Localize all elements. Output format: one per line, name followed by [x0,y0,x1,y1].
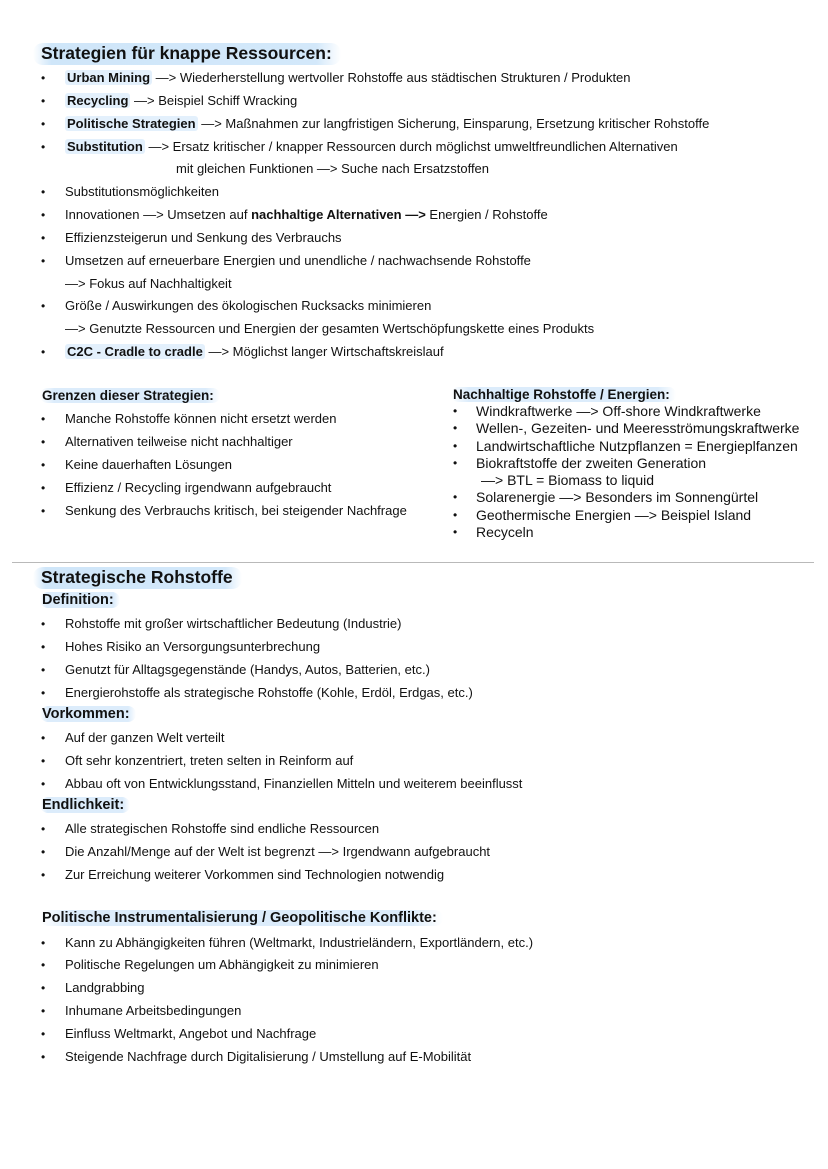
list-item [65,139,678,154]
list-item: Rohstoffe mit großer wirtschaftlicher Bedeutung (Industrie) [65,616,402,631]
list-item: Solarenergie —> Besonders im Sonnengürtel [476,489,759,505]
list-item-text: —> Möglichst langer Wirtschaftskreislauf [204,344,444,359]
list-item: Alternativen teilweise nicht nachhaltiger [65,434,293,449]
list-item: Kann zu Abhängigkeiten führen (Weltmarkt, Industrieländern, Exportländern, etc.) [65,935,534,950]
bullet: • [41,458,46,472]
bullet: • [41,140,46,154]
list-item-continuation: —> BTL = Biomass to liquid [481,472,655,488]
bullet: • [41,822,46,836]
list-item: Effizienzsteigerun und Senkung des Verbrauchs [65,230,342,245]
bullet: • [41,777,46,791]
bullet: • [41,663,46,677]
list-item [65,70,631,85]
bullet: • [453,525,458,539]
bullet: • [41,481,46,495]
bullet: • [41,981,46,995]
bullet: • [41,231,46,245]
list-item-text: —> Maßnahmen zur langfristigen Sicherung, Einsparung, Ersetzung kritischer Rohstoffe [197,116,710,131]
list-item-bold: Recycling [67,93,129,108]
vorkommen-heading: Vorkommen: [40,706,136,722]
politik-heading: Politische Instrumentalisierung / Geopolitische Konflikte: [40,910,443,926]
list-item-text: —> Beispiel Schiff Wracking [130,93,298,108]
endlichkeit-heading: Endlichkeit: [40,797,130,813]
bullet: • [41,1027,46,1041]
bullet: • [41,1050,46,1064]
list-item: Genutzt für Alltagsgegenstände (Handys, Autos, Batterien, etc.) [65,662,430,677]
list-item: Abbau oft von Entwicklungsstand, Finanziellen Mitteln und weiterem beeinflusst [65,776,523,791]
bullet: • [41,208,46,222]
bullet: • [41,412,46,426]
list-item-continuation: —> Genutzte Ressourcen und Energien der gesamten Wertschöpfungskette eines Produkts [65,321,595,336]
bullet: • [453,508,458,522]
bullet: • [453,439,458,453]
list-item: Landwirtschaftliche Nutzpflanzen = Energieplfanzen [476,438,798,454]
nachhaltig-title: Nachhaltige Rohstoffe / Energien: [451,387,676,402]
bullet: • [41,754,46,768]
bullet: • [41,1004,46,1018]
list-item: Biokraftstoffe der zweiten Generation [476,455,707,471]
list-item: Oft sehr konzentriert, treten selten in Reinform auf [65,753,354,768]
list-item: Effizienz / Recycling irgendwann aufgebraucht [65,480,332,495]
list-item: Umsetzen auf erneuerbare Energien und unendliche / nachwachsende Rohstoffe [65,253,531,268]
bullet: • [41,936,46,950]
bullet: • [41,640,46,654]
list-item: Landgrabbing [65,980,145,995]
list-item [65,207,548,222]
list-item: Manche Rohstoffe können nicht ersetzt werden [65,411,337,426]
bullet: • [41,345,46,359]
list-item: Substitutionsmöglichkeiten [65,184,219,199]
list-item-continuation: —> Fokus auf Nachhaltigkeit [65,276,232,291]
list-item: Zur Erreichung weiterer Vorkommen sind Technologien notwendig [65,867,445,882]
list-item: Die Anzahl/Menge auf der Welt ist begrenzt —> Irgendwann aufgebraucht [65,844,491,859]
bullet: • [453,456,458,470]
list-item-text: Innovationen —> Umsetzen auf [65,207,252,222]
list-item [65,93,297,108]
list-item: Einfluss Weltmarkt, Angebot und Nachfrage [65,1026,317,1041]
list-item: Größe / Auswirkungen des ökologischen Rucksacks minimieren [65,298,432,313]
list-item: Energierohstoffe als strategische Rohstoffe (Kohle, Erdöl, Erdgas, etc.) [65,685,473,700]
section-divider [12,562,814,563]
list-item: Steigende Nachfrage durch Digitalisierung / Umstellung auf E-Mobilität [65,1049,472,1064]
list-item: Windkraftwerke —> Off-shore Windkraftwerke [476,403,761,419]
definition-heading: Definition: [40,592,120,608]
list-item-bold: Urban Mining [67,70,151,85]
bullet: • [41,617,46,631]
bullet: • [41,94,46,108]
list-item: Hohes Risiko an Versorgungsunterbrechung [65,639,321,654]
section2-title: Strategische Rohstoffe [33,567,242,589]
list-item [65,344,444,359]
list-item-text: —> Ersatz kritischer / knapper Ressourcen durch möglichst umweltfreundlichen Alternativen [144,139,678,154]
list-item-text: —> Wiederherstellung wertvoller Rohstoffe aus städtischen Strukturen / Produkten [152,70,631,85]
bullet: • [41,504,46,518]
list-item: Inhumane Arbeitsbedingungen [65,1003,242,1018]
bullet: • [41,686,46,700]
bullet: • [41,299,46,313]
section1-title: Strategien für knappe Ressourcen: [33,43,341,65]
bullet: • [41,435,46,449]
list-item-bold: C2C - Cradle to cradle [67,344,203,359]
list-item: Auf der ganzen Welt verteilt [65,730,225,745]
bullet: • [41,71,46,85]
bullet: • [41,845,46,859]
list-item: Politische Regelungen um Abhängigkeit zu minimieren [65,957,379,972]
bullet: • [41,254,46,268]
list-item-continuation: mit gleichen Funktionen —> Suche nach Ersatzstoffen [176,161,490,176]
list-item: Alle strategischen Rohstoffe sind endliche Ressourcen [65,821,380,836]
bullet: • [41,117,46,131]
list-item-bold: nachhaltige Alternativen —> [251,207,426,222]
list-item-bold: Politische Strategien [67,116,196,131]
grenzen-title: Grenzen dieser Strategien: [40,388,220,403]
bullet: • [41,958,46,972]
list-item: Recyceln [476,524,534,540]
list-item-text: Energien / Rohstoffe [425,207,548,222]
bullet: • [453,404,458,418]
list-item [65,116,709,131]
bullet: • [41,731,46,745]
bullet: • [41,868,46,882]
list-item: Keine dauerhaften Lösungen [65,457,232,472]
bullet: • [453,490,458,504]
bullet: • [453,421,458,435]
list-item: Geothermische Energien —> Beispiel Island [476,507,752,523]
list-item: Wellen-, Gezeiten- und Meeresströmungskraftwerke [476,420,800,436]
list-item-bold: Substitution [67,139,143,154]
bullet: • [41,185,46,199]
list-item: Senkung des Verbrauchs kritisch, bei steigender Nachfrage [65,503,407,518]
